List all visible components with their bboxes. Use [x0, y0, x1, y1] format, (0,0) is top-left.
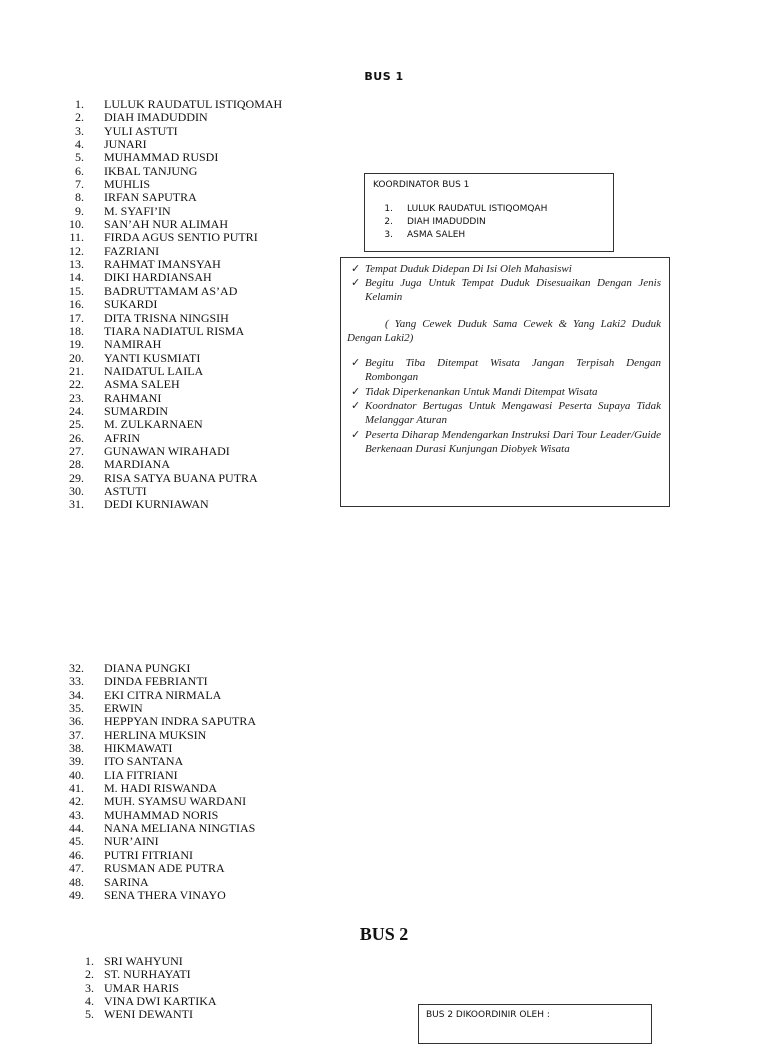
- passenger-name: DITA TRISNA NINGSIH: [104, 310, 229, 325]
- list-number: 1.: [85, 954, 94, 968]
- passenger-name: SARINA: [104, 874, 149, 889]
- list-item: [60, 781, 217, 796]
- coordinator-number: 1.: [384, 204, 393, 214]
- bus2-title: BUS 2: [359, 924, 409, 944]
- list-item: [60, 470, 258, 485]
- passenger-name: M. HADI RISWANDA: [104, 781, 217, 796]
- passenger-name: HERLINA MUKSIN: [104, 727, 207, 742]
- list-number: 49.: [69, 887, 84, 902]
- passenger-name: YANTI KUSMIATI: [104, 350, 201, 365]
- passenger-name: MUH. SYAMSU WARDANI: [104, 794, 247, 809]
- rule-item: [351, 276, 661, 304]
- passenger-name: ASMA SALEH: [104, 377, 180, 392]
- coordinator-name: ASMA SALEH: [407, 230, 466, 240]
- list-item: [60, 430, 141, 445]
- coordinator-number: 3.: [384, 230, 393, 240]
- list-number: 20.: [69, 350, 84, 365]
- rule-item: [351, 428, 661, 456]
- coordinator-item: [373, 229, 547, 242]
- list-number: 8.: [75, 190, 84, 205]
- list-number: 3.: [75, 123, 84, 138]
- passenger-name: UMAR HARIS: [104, 980, 180, 995]
- list-number: 9.: [75, 203, 84, 218]
- list-number: 43.: [69, 807, 84, 822]
- list-item: [60, 97, 283, 111]
- rule-text: Tempat Duduk Didepan Di Isi Oleh Mahasiswi: [365, 263, 572, 275]
- passenger-name: DIAH IMADUDDIN: [104, 110, 208, 125]
- list-item: [60, 767, 178, 782]
- list-item: [60, 701, 143, 716]
- list-number: 42.: [69, 794, 84, 809]
- list-number: 30.: [69, 483, 84, 498]
- passenger-name: NAIDATUL LAILA: [104, 363, 204, 378]
- list-number: 44.: [69, 821, 84, 836]
- passenger-name: RUSMAN ADE PUTRA: [104, 861, 225, 876]
- list-item: [60, 110, 208, 125]
- list-number: 48.: [69, 874, 84, 889]
- list-item: [60, 674, 208, 689]
- check-icon: ✓: [351, 357, 361, 369]
- list-number: 2.: [85, 967, 94, 982]
- list-number: 19.: [69, 337, 84, 352]
- list-item: [60, 417, 203, 432]
- list-number: 37.: [69, 727, 84, 742]
- list-number: 5.: [85, 1007, 94, 1022]
- passenger-name: WENI DEWANTI: [104, 1007, 193, 1022]
- list-number: 33.: [69, 674, 84, 689]
- list-item: [60, 403, 169, 418]
- list-item: [78, 954, 183, 968]
- list-number: 17.: [69, 310, 84, 325]
- list-number: 24.: [69, 403, 84, 418]
- passenger-name: SUKARDI: [104, 297, 158, 312]
- list-number: 40.: [69, 767, 84, 782]
- passenger-name: MUHAMMAD NORIS: [104, 807, 219, 822]
- passenger-name: ST. NURHAYATI: [104, 967, 191, 982]
- list-number: 3.: [85, 980, 94, 995]
- rule-text: Tidak Diperkenankan Untuk Mandi Ditempat Wisata: [365, 386, 598, 398]
- list-item: [60, 861, 225, 876]
- list-item: [60, 243, 160, 258]
- bus1-coordinator-box: [364, 173, 614, 252]
- list-number: 29.: [69, 470, 84, 485]
- rule-item: [351, 356, 661, 384]
- bus1-title: BUS 1: [364, 70, 404, 83]
- list-number: 4.: [85, 994, 94, 1009]
- passenger-name: M. ZULKARNAEN: [104, 417, 203, 432]
- list-item: [60, 190, 197, 205]
- list-item: [60, 687, 222, 702]
- passenger-name: DEDI KURNIAWAN: [104, 497, 209, 512]
- list-item: [60, 807, 219, 822]
- passenger-name: IKBAL TANJUNG: [104, 163, 198, 178]
- list-item: [78, 980, 180, 995]
- list-item: [60, 834, 159, 849]
- check-icon: ✓: [351, 400, 361, 412]
- check-icon: ✓: [351, 429, 361, 441]
- list-item: [60, 483, 147, 498]
- list-item: [60, 177, 151, 192]
- list-number: 39.: [69, 754, 84, 769]
- list-number: 18.: [69, 323, 84, 338]
- bus1-passenger-list-part2: [60, 661, 257, 902]
- bus2-passenger-list: [78, 954, 217, 1022]
- list-item: [60, 270, 212, 285]
- bus2-coordinator-box: [418, 1004, 652, 1044]
- rule-item: [351, 385, 661, 399]
- passenger-name: EKI CITRA NIRMALA: [104, 687, 222, 702]
- passenger-name: MUHAMMAD RUSDI: [104, 150, 219, 165]
- coordinator-item: [373, 203, 547, 216]
- rule-text: Koordnator Bertugas Untuk Mengawasi Peserta Supaya Tidak Melanggar Aturan: [365, 400, 661, 426]
- passenger-name: RAHMANI: [104, 390, 162, 405]
- list-number: 22.: [69, 377, 84, 392]
- list-number: 27.: [69, 443, 84, 458]
- list-item: [60, 821, 256, 836]
- list-number: 47.: [69, 861, 84, 876]
- list-item: [60, 887, 226, 902]
- list-number: 34.: [69, 687, 84, 702]
- list-item: [60, 323, 245, 338]
- list-item: [60, 727, 207, 742]
- list-item: [60, 137, 147, 152]
- passenger-name: LIA FITRIANI: [104, 767, 178, 782]
- seating-note: ( Yang Cewek Duduk Sama Cewek & Yang Laki2 Duduk Dengan Laki2): [347, 318, 661, 344]
- passenger-name: TIARA NADIATUL RISMA: [104, 323, 245, 338]
- rule-text: Begitu Tiba Ditempat Wisata Jangan Terpisah Dengan Rombongan: [365, 357, 661, 383]
- passenger-name: GUNAWAN WIRAHADI: [104, 443, 230, 458]
- list-item: [60, 457, 170, 472]
- list-item: [60, 363, 204, 378]
- list-item: [60, 377, 180, 392]
- passenger-name: NANA MELIANA NINGTIAS: [104, 821, 256, 836]
- bus1-rules-box: [340, 257, 670, 507]
- rule-item: [351, 262, 661, 276]
- list-item: [60, 443, 230, 458]
- list-item: [60, 163, 198, 178]
- list-item: [60, 203, 171, 218]
- check-icon: ✓: [351, 263, 361, 275]
- coordinator-name: DIAH IMADUDDIN: [407, 217, 486, 227]
- list-item: [60, 390, 162, 405]
- list-number: 13.: [69, 257, 84, 272]
- list-number: 7.: [75, 177, 84, 192]
- list-item: [60, 874, 149, 889]
- list-item: [78, 994, 217, 1009]
- rule-text: Begitu Juga Untuk Tempat Duduk Disesuaikan Dengan Jenis Kelamin: [365, 277, 661, 303]
- list-item: [60, 310, 229, 325]
- list-number: 45.: [69, 834, 84, 849]
- bus2-coordinator-heading: BUS 2 DIKOORDINIR OLEH :: [426, 1010, 550, 1020]
- passenger-name: MARDIANA: [104, 457, 170, 472]
- list-number: 23.: [69, 390, 84, 405]
- list-number: 1.: [75, 97, 84, 111]
- list-number: 10.: [69, 217, 84, 232]
- list-number: 2.: [75, 110, 84, 125]
- list-number: 28.: [69, 457, 84, 472]
- passenger-name: RISA SATYA BUANA PUTRA: [104, 470, 258, 485]
- passenger-name: BADRUTTAMAM AS’AD: [104, 283, 238, 298]
- list-item: [60, 217, 229, 232]
- list-item: [60, 283, 238, 298]
- coordinator-list: [373, 203, 547, 242]
- passenger-name: RAHMAT IMANSYAH: [104, 257, 221, 272]
- list-number: 5.: [75, 150, 84, 165]
- passenger-name: AFRIN: [104, 430, 141, 445]
- passenger-name: SUMARDIN: [104, 403, 169, 418]
- list-item: [60, 741, 173, 756]
- list-item: [60, 754, 184, 769]
- coordinator-heading: KOORDINATOR BUS 1: [373, 180, 470, 190]
- rule-item: [351, 399, 661, 427]
- passenger-name: IRFAN SAPUTRA: [104, 190, 197, 205]
- passenger-name: DINDA FEBRIANTI: [104, 674, 208, 689]
- passenger-name: DIANA PUNGKI: [104, 661, 191, 675]
- passenger-name: SENA THERA VINAYO: [104, 887, 226, 902]
- list-item: [60, 497, 209, 512]
- coordinator-number: 2.: [384, 217, 393, 227]
- list-number: 26.: [69, 430, 84, 445]
- list-item: [60, 661, 191, 675]
- list-number: 41.: [69, 781, 84, 796]
- list-item: [60, 337, 162, 352]
- list-item: [60, 350, 201, 365]
- list-item: [60, 714, 257, 729]
- list-item: [60, 257, 221, 272]
- list-number: 11.: [69, 230, 84, 245]
- list-item: [60, 794, 247, 809]
- bus1-passenger-list-part1: [60, 97, 283, 512]
- check-icon: ✓: [351, 277, 361, 289]
- passenger-name: ERWIN: [104, 701, 143, 716]
- list-number: 36.: [69, 714, 84, 729]
- passenger-name: FAZRIANI: [104, 243, 160, 258]
- list-number: 21.: [69, 363, 84, 378]
- passenger-name: SRI WAHYUNI: [104, 954, 183, 968]
- list-number: 38.: [69, 741, 84, 756]
- coordinator-item: [373, 216, 547, 229]
- list-number: 12.: [69, 243, 84, 258]
- passenger-name: DIKI HARDIANSAH: [104, 270, 212, 285]
- passenger-name: HEPPYAN INDRA SAPUTRA: [104, 714, 257, 729]
- passenger-name: ASTUTI: [104, 483, 147, 498]
- list-number: 4.: [75, 137, 84, 152]
- list-item: [60, 230, 258, 245]
- check-icon: ✓: [351, 386, 361, 398]
- list-item: [78, 1007, 193, 1022]
- rule-text: Peserta Diharap Mendengarkan Instruksi Dari Tour Leader/Guide Berkenaan Durasi Kunjungan Diobyek Wisata: [365, 429, 661, 455]
- list-number: 35.: [69, 701, 84, 716]
- list-number: 6.: [75, 163, 84, 178]
- passenger-name: JUNARI: [104, 137, 147, 152]
- list-number: 25.: [69, 417, 84, 432]
- passenger-name: M. SYAFI’IN: [104, 203, 171, 218]
- passenger-name: HIKMAWATI: [104, 741, 173, 756]
- passenger-name: MUHLIS: [104, 177, 151, 192]
- passenger-name: YULI ASTUTI: [104, 123, 178, 138]
- list-item: [60, 297, 158, 312]
- passenger-name: SAN’AH NUR ALIMAH: [104, 217, 229, 232]
- passenger-name: PUTRI FITRIANI: [104, 847, 193, 862]
- passenger-name: FIRDA AGUS SENTIO PUTRI: [104, 230, 258, 245]
- passenger-name: NAMIRAH: [104, 337, 162, 352]
- coordinator-name: LULUK RAUDATUL ISTIQOMQAH: [407, 204, 548, 214]
- passenger-name: ITO SANTANA: [104, 754, 184, 769]
- list-number: 31.: [69, 497, 84, 512]
- passenger-name: VINA DWI KARTIKA: [104, 994, 217, 1009]
- list-item: [60, 847, 193, 862]
- list-number: 14.: [69, 270, 84, 285]
- list-number: 15.: [69, 283, 84, 298]
- list-item: [78, 967, 191, 982]
- list-item: [60, 150, 219, 165]
- passenger-name: NUR’AINI: [104, 834, 159, 849]
- list-number: 46.: [69, 847, 84, 862]
- list-item: [60, 123, 178, 138]
- passenger-name: LULUK RAUDATUL ISTIQOMAH: [104, 97, 283, 111]
- list-number: 16.: [69, 297, 84, 312]
- list-number: 32.: [69, 661, 84, 675]
